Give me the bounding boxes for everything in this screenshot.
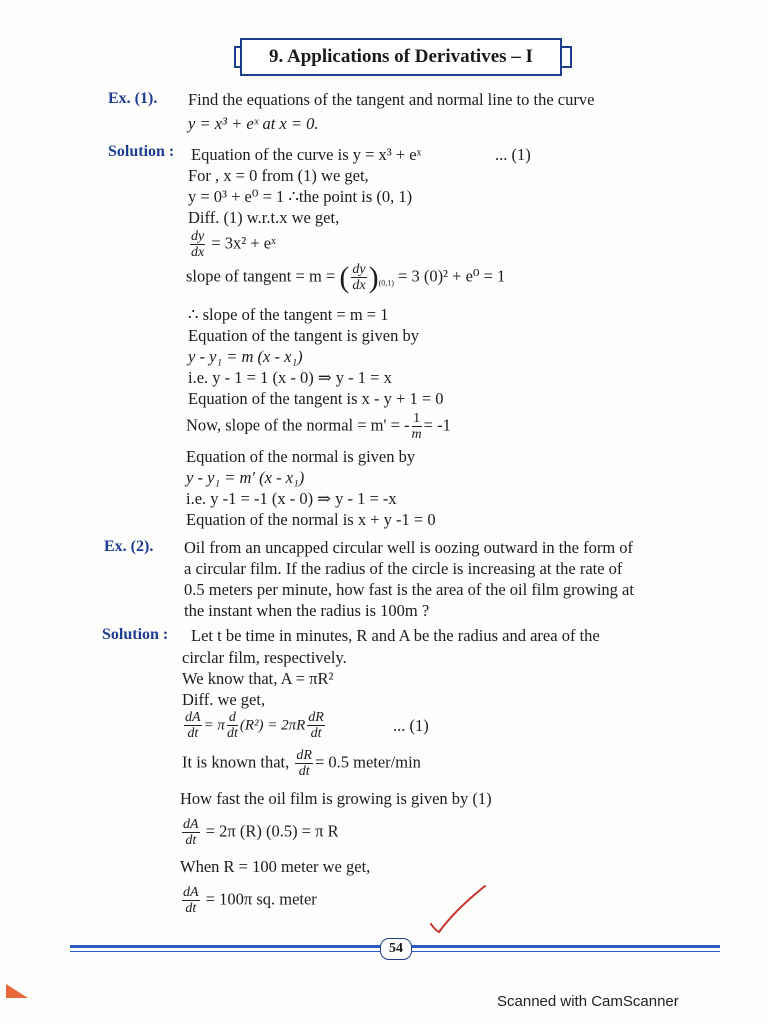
sol1-line9: y - y₁ = m (x - x₁): [188, 347, 303, 366]
camscanner-watermark: Scanned with CamScanner: [497, 993, 679, 1010]
dR-dt-fraction-2: $\frac{dR}{dt}$: [296, 748, 312, 779]
corner-fold-icon: [6, 984, 28, 998]
dy-dx-fraction: $\frac{dy}{dx}$: [191, 229, 205, 260]
dA-dt-fraction-3: $\frac{dA}{dt}$: [183, 885, 199, 916]
sol1-line16: Equation of the normal is x + y -1 = 0: [186, 510, 436, 529]
normal-slope-fraction: $\frac{1}{m}$: [411, 411, 422, 442]
solution-1-label: Solution :: [108, 143, 175, 160]
sol1-line4: Diff. (1) w.r.t.x we get,: [188, 208, 340, 227]
sol1-line11: Equation of the tangent is x - y + 1 = 0: [188, 389, 444, 408]
sol1-derivative-eq: [188, 229, 276, 260]
slope-lhs: slope of tangent = m =: [186, 266, 336, 286]
slope-dy-dx: $\frac{dy}{dx}$: [352, 262, 366, 293]
sol1-line14: y - y₁ = m′ (x - x₁): [186, 468, 305, 487]
sol1-line1-ref: ... (1): [495, 145, 531, 164]
dA-dt-fraction-2: $\frac{dA}{dt}$: [183, 817, 199, 848]
example-2-q2: a circular film. If the radius of the circle is increasing at the rate of: [184, 559, 623, 578]
sol1-line15: i.e. y -1 = -1 (x - 0) ⇒ y - 1 = -x: [186, 489, 397, 508]
slope-eval-point: (0,1): [378, 278, 394, 288]
check-mark-icon: [425, 880, 495, 940]
sol1-slope-eq: slope of tangent = m = ( $\frac{dy}{dx}$ )$_{(0,1)} = 3$ (0)² + e⁰ = 1: [186, 260, 506, 294]
sol2-growth-eq: $\frac{dA}{dt}$ = 2π (R) (0.5) = π R: [183, 817, 339, 848]
sol2-line4: Diff. we get,: [182, 690, 266, 709]
sol2-line8: When R = 100 meter we get,: [180, 857, 371, 876]
sol2-diff-eq: $\frac{dA}{dt}$ = π $\frac{d}{dt}$ (R²) = 2πR $\frac{dR}{dt}$: [185, 710, 324, 741]
dR-dt-fraction: $\frac{dR}{dt}$: [308, 710, 324, 741]
slope-rhs: = 3 (0)² + e⁰ = 1: [398, 266, 506, 286]
normal-slope-lhs: Now, slope of the normal = m' = -: [186, 415, 410, 435]
chapter-title-box: [240, 38, 562, 76]
sol2-line6: How fast the oil film is growing is given by (1): [180, 789, 492, 808]
sol2-eq1-ref: ... (1): [393, 716, 429, 735]
sol1-line7: ∴ slope of the tangent = m = 1: [188, 305, 389, 324]
chapter-title: 9. Applications of Derivatives – I: [269, 46, 533, 67]
normal-slope-rhs: = -1: [423, 415, 451, 435]
sol2-line2: circlar film, respectively.: [182, 648, 347, 667]
example-2-label: Ex. (2).: [104, 538, 154, 555]
example-1-label: Ex. (1).: [108, 90, 158, 107]
page-number: 54: [380, 938, 412, 960]
example-2-q3: 0.5 meters per minute, how fast is the area of the oil film growing at: [184, 580, 634, 599]
sol1-line1: Equation of the curve is y = x³ + eˣ: [191, 145, 422, 164]
sol1-line5-rhs: = 3x² + eˣ: [211, 233, 276, 253]
d-dt-fraction: $\frac{d}{dt}$: [226, 710, 238, 741]
example-2-q1: Oil from an uncapped circular well is oozing outward in the form of: [184, 538, 634, 557]
example-1-question-line1: Find the equations of the tangent and normal line to the curve: [188, 90, 595, 109]
sol1-line13: Equation of the normal is given by: [186, 447, 416, 466]
sol1-line2: For , x = 0 from (1) we get,: [188, 166, 369, 185]
sol1-normal-slope: [186, 411, 451, 442]
sol2-final-eq: $\frac{dA}{dt}$ = 100π sq. meter: [183, 885, 317, 916]
sol2-line1: Let t be time in minutes, R and A be the radius and area of the: [191, 626, 600, 645]
sol2-line3: We know that, A = πR²: [182, 669, 334, 688]
sol1-line3: y = 0³ + e⁰ = 1 ∴the point is (0, 1): [188, 187, 413, 206]
sol2-known-rate: It is known that, $\frac{dR}{dt}$ = 0.5 meter/min: [182, 748, 421, 779]
sol1-line8: Equation of the tangent is given by: [188, 326, 419, 345]
dA-dt-fraction: $\frac{dA}{dt}$: [185, 710, 201, 741]
solution-2-label: Solution :: [102, 626, 169, 643]
sol1-line10: i.e. y - 1 = 1 (x - 0) ⇒ y - 1 = x: [188, 368, 392, 387]
example-2-q4: the instant when the radius is 100m ?: [184, 601, 430, 620]
example-1-question-line2: y = x³ + eˣ at x = 0.: [188, 114, 319, 133]
